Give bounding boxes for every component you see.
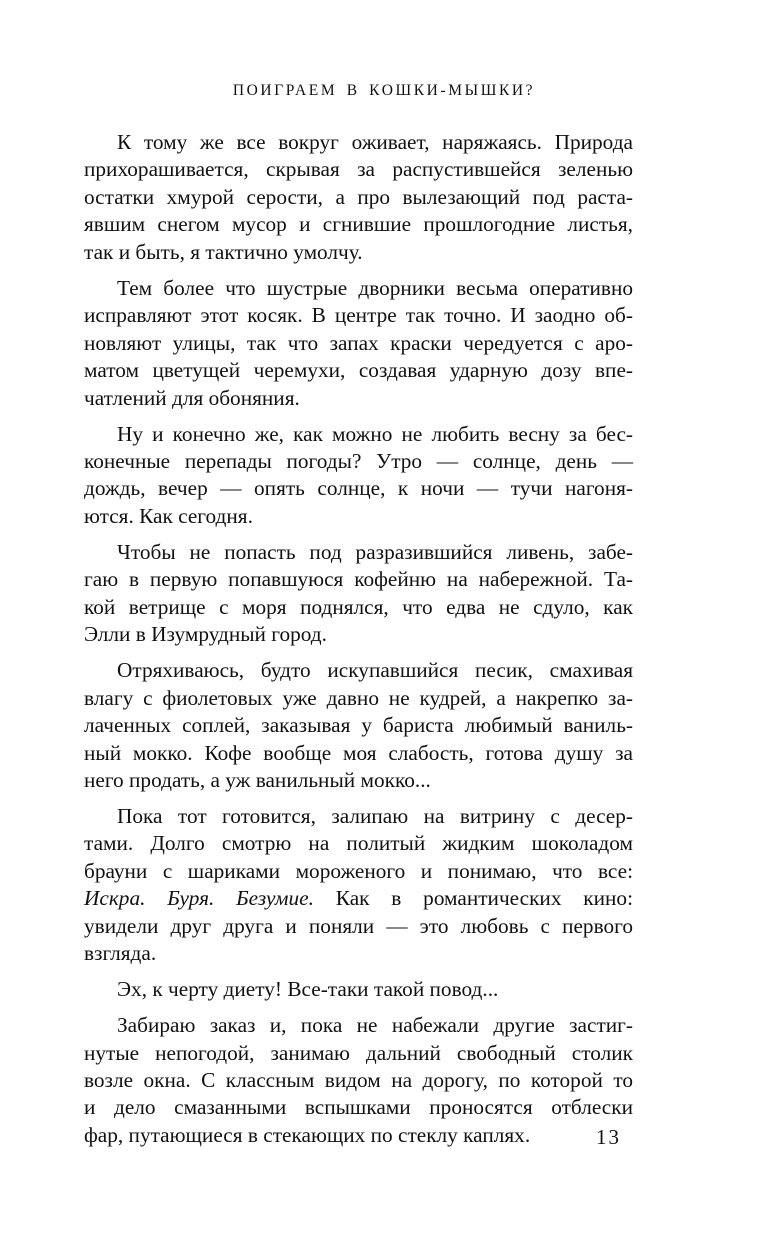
text-line: ный мокко. Кофе вообще моя слабость, готова душу за <box>84 740 633 765</box>
italic-phrase: Искра. Буря. Безумие. <box>84 886 314 911</box>
text-line: конечные перепады погоды? Утро — солнце, день — <box>84 448 633 473</box>
text-line: остатки хмурой серости, а про вылезающий под раста- <box>84 184 633 209</box>
paragraph-3 <box>84 421 633 531</box>
paragraph-2 <box>84 275 633 412</box>
text-line: Отряхиваюсь, будто искупавшийся песик, смахивая <box>117 658 633 683</box>
text-line: чатлений для обоняния. <box>84 385 300 410</box>
paragraph-4 <box>84 539 633 649</box>
text-line: взгляда. <box>84 941 157 966</box>
running-head: ПОИГРАЕМ В КОШКИ-МЫШКИ? <box>232 82 536 99</box>
text-line: прихорашивается, скрывая за распустившейся зеленью <box>84 157 633 182</box>
text-line: фар, путающиеся в стекающих по стеклу каплях. <box>84 1122 531 1147</box>
text-line: Элли в Изумрудный город. <box>84 622 327 647</box>
text-line: так и быть, я тактично умолчу. <box>84 239 363 264</box>
text-line: и дело смазанными вспышками проносятся отблески <box>84 1095 633 1120</box>
body-text <box>84 129 633 1158</box>
text-line: Пока тот готовится, залипаю на витрину с десер- <box>117 803 633 828</box>
text-line: лаченных соплей, заказывая у бариста любимый ваниль- <box>84 713 633 738</box>
text-line: исправляют этот косяк. В центре так точно. И заодно об- <box>84 303 633 328</box>
text-line: К тому же все вокруг оживает, наряжаясь. Природа <box>117 130 633 154</box>
text-line: дождь, вечер — опять солнце, к ночи — тучи нагоня- <box>84 476 633 501</box>
page-number: 13 <box>596 1125 621 1149</box>
text-line: него продать, а уж ванильный мокко... <box>84 767 431 792</box>
paragraph-5 <box>84 657 633 794</box>
text-line: кой ветрище с моря поднялся, что едва не сдуло, как <box>84 594 633 619</box>
text-line: Эх, к черту диету! Все-таки такой повод... <box>117 977 499 1002</box>
paragraph-8 <box>84 1012 633 1149</box>
text-line: Чтобы не попасть под разразившийся ливень, забе- <box>117 539 633 564</box>
text-line: брауни с шариками мороженого и понимаю, что все: <box>84 858 633 883</box>
text-line: ются. Как сегодня. <box>84 503 253 528</box>
text-line: нутые непогодой, занимаю дальний свободный столик <box>84 1040 633 1065</box>
paragraph-7 <box>84 976 633 1003</box>
text-line: Тем более что шустрые дворники весьма оперативно <box>117 275 633 300</box>
text-line: возле окна. С классным видом на дорогу, по которой то <box>84 1068 633 1092</box>
text-line: гаю в первую попавшуюся кофейню на набережной. Та- <box>84 567 633 592</box>
text-line: увидели друг друга и поняли — это любовь с первого <box>84 913 633 938</box>
text-line: явшим снегом мусор и сгнившие прошлогодние листья, <box>84 212 633 237</box>
paragraph-6 <box>84 803 633 968</box>
text-line: новляют улицы, так что запах краски чередуется с аро- <box>84 330 633 355</box>
text-line-mixed <box>84 885 633 912</box>
paragraph-1 <box>84 129 633 266</box>
text-line: матом цветущей черемухи, создавая ударную дозу впе- <box>84 358 633 383</box>
line-rest: Как в романтических кино: <box>313 886 633 911</box>
text-line: Ну и конечно же, как можно не любить весну за бес- <box>117 421 633 446</box>
text-line: Забираю заказ и, пока не набежали другие застиг- <box>117 1013 633 1038</box>
text-line: влагу с фиолетовых уже давно не кудрей, а накрепко за- <box>84 685 633 710</box>
text-line: тами. Долго смотрю на политый жидким шоколадом <box>84 831 633 856</box>
